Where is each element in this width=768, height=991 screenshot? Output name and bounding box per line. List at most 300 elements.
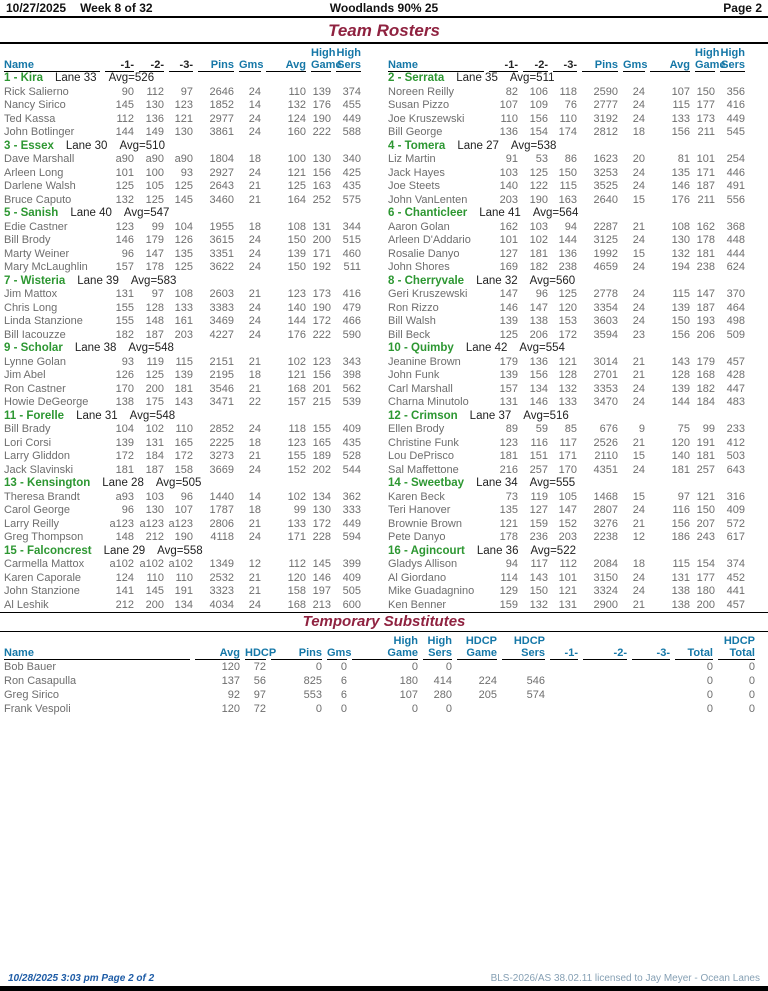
- player-stat: 2643: [209, 180, 234, 192]
- team-block: [0, 477, 384, 545]
- player-stat: 441: [726, 585, 745, 597]
- footer-timestamp: 10/28/2025 3:03 pm Page 2 of 2: [8, 973, 155, 984]
- player-stat: 2225: [209, 436, 234, 449]
- substitute-stat: [627, 688, 670, 702]
- player-stat: 1955: [209, 220, 234, 233]
- player-stat: 97: [677, 490, 690, 503]
- col-header-hdcp: HDCP: [245, 647, 277, 659]
- player-stat: 110: [146, 571, 164, 584]
- player-stat: 133: [558, 396, 577, 408]
- player-name: Jack Hayes: [388, 166, 445, 179]
- player-stat: 150: [287, 234, 306, 246]
- player-stat: 18: [248, 504, 261, 516]
- player-stat: 131: [671, 571, 690, 584]
- team-block: [0, 207, 384, 275]
- substitute-stat: 0: [748, 675, 755, 687]
- player-stat: 181: [696, 450, 715, 462]
- team-lane: Lane 37: [469, 409, 512, 422]
- player-stat: 165: [174, 436, 193, 449]
- player-stat: 144: [287, 315, 306, 327]
- player-name: Howie DeGeorge: [4, 396, 89, 408]
- player-stat: 151: [529, 450, 548, 462]
- player-stat: 93: [121, 355, 134, 368]
- player-stat: 110: [559, 112, 577, 125]
- player-stat: 2110: [594, 450, 618, 462]
- player-stat: 145: [312, 558, 331, 570]
- player-stat: a90: [115, 153, 134, 165]
- player-stat: a90: [145, 153, 164, 165]
- substitute-stat: 97: [253, 689, 266, 701]
- player-row: [0, 450, 384, 464]
- player-stat: 416: [726, 99, 745, 111]
- substitute-stat: 0: [706, 703, 713, 715]
- team-avg: Avg=538: [510, 139, 557, 152]
- team-avg: Avg=555: [529, 477, 576, 489]
- team-avg: Avg=548: [128, 342, 174, 354]
- player-name: John VanLenten: [388, 193, 468, 206]
- team-title: 3 - Essex: [4, 139, 54, 152]
- player-name: John Shores: [388, 261, 450, 273]
- player-name: Arleen D'Addario: [388, 234, 471, 246]
- team-header: [0, 342, 384, 356]
- player-name: Lynne Golan: [4, 355, 66, 368]
- player-stat: 2590: [593, 85, 618, 98]
- player-stat: 163: [312, 180, 331, 192]
- player-stat: 24: [248, 166, 261, 179]
- player-name: Jim Mattox: [4, 288, 58, 300]
- player-stat: 177: [696, 571, 715, 584]
- col-header-high-sers: High Sers: [423, 635, 452, 660]
- player-stat: 3615: [209, 234, 234, 246]
- player-stat: 143: [671, 355, 690, 368]
- player-stat: a123: [139, 517, 164, 530]
- player-stat: 200: [145, 382, 164, 395]
- player-stat: 460: [342, 247, 361, 260]
- player-stat: 3594: [593, 328, 618, 341]
- player-row: [384, 531, 768, 545]
- player-stat: 24: [632, 261, 645, 273]
- player-stat: 107: [671, 85, 690, 98]
- player-stat: 374: [726, 558, 745, 570]
- player-stat: 133: [287, 517, 306, 530]
- team-header: [0, 410, 384, 424]
- team-title: 4 - Tomera: [388, 139, 446, 152]
- player-stat: 181: [174, 382, 193, 395]
- player-stat: 123: [115, 220, 134, 233]
- player-stat: 511: [343, 261, 361, 273]
- player-stat: 24: [632, 463, 645, 476]
- player-stat: 238: [558, 261, 577, 273]
- player-row: [384, 369, 768, 383]
- player-stat: 146: [499, 301, 518, 314]
- player-stat: 243: [696, 531, 715, 543]
- player-stat: 187: [696, 301, 715, 314]
- player-stat: 21: [248, 355, 261, 368]
- player-stat: 139: [499, 315, 518, 327]
- substitute-row: [0, 660, 768, 674]
- player-stat: 3546: [209, 382, 234, 395]
- substitute-stat: 120: [221, 703, 240, 715]
- player-stat: 136: [145, 112, 164, 125]
- player-stat: 399: [342, 558, 361, 570]
- team-block: [384, 140, 768, 208]
- player-stat: 1787: [209, 504, 234, 516]
- team-header: [384, 342, 768, 356]
- team-block: [384, 410, 768, 478]
- player-stat: 126: [115, 369, 134, 381]
- substitute-stat: 546: [526, 675, 545, 687]
- player-stat: 200: [696, 598, 715, 611]
- substitute-stat: 0: [411, 703, 418, 715]
- player-stat: 153: [558, 315, 577, 327]
- player-stat: 168: [287, 382, 306, 395]
- player-stat: 203: [558, 531, 577, 543]
- player-stat: 200: [312, 234, 331, 246]
- player-stat: 121: [558, 585, 577, 597]
- player-stat: 4118: [210, 531, 234, 543]
- player-stat: 181: [115, 463, 134, 476]
- player-row: [384, 356, 768, 370]
- player-name: Lori Corsi: [4, 436, 52, 449]
- player-stat: 254: [726, 153, 745, 165]
- player-stat: 503: [726, 450, 745, 462]
- player-stat: 191: [696, 436, 715, 449]
- player-stat: 130: [312, 504, 331, 516]
- player-stat: 409: [342, 423, 361, 435]
- player-stat: 176: [312, 99, 331, 111]
- substitute-stat: 553: [303, 689, 322, 701]
- substitute-stat: 224: [478, 675, 497, 687]
- player-stat: 157: [287, 396, 306, 408]
- player-stat: 147: [529, 301, 548, 314]
- report-header: [0, 0, 768, 18]
- player-name: Brownie Brown: [388, 517, 462, 530]
- player-stat: 21: [248, 571, 261, 584]
- player-stat: 3014: [593, 355, 618, 368]
- player-stat: 2287: [593, 220, 618, 233]
- col-header-3: -3-: [632, 647, 670, 660]
- player-stat: 428: [726, 369, 745, 381]
- player-stat: 15: [632, 247, 645, 260]
- player-stat: 105: [145, 180, 164, 192]
- player-row: [384, 113, 768, 127]
- player-stat: 238: [696, 261, 715, 273]
- player-stat: a93: [115, 490, 134, 503]
- player-stat: a123: [168, 517, 193, 530]
- player-name: Teri Hanover: [388, 504, 451, 516]
- player-row: [384, 248, 768, 262]
- player-stat: 139: [499, 369, 518, 381]
- substitute-name: Greg Sirico: [4, 689, 60, 701]
- player-name: Gladys Allison: [388, 558, 458, 570]
- player-row: [384, 221, 768, 235]
- player-stat: 24: [632, 166, 645, 179]
- team-lane: Lane 30: [65, 139, 108, 152]
- player-row: [0, 504, 384, 518]
- player-stat: 89: [505, 423, 518, 435]
- team-lane: Lane 40: [70, 207, 112, 219]
- player-stat: 416: [342, 288, 361, 300]
- player-stat: 132: [558, 382, 577, 395]
- player-stat: 144: [115, 126, 134, 138]
- player-stat: 24: [632, 382, 645, 395]
- substitute-stat: 137: [221, 675, 240, 687]
- team-block: [384, 275, 768, 343]
- player-stat: 179: [696, 355, 715, 368]
- player-stat: 216: [499, 463, 518, 476]
- player-stat: 160: [287, 126, 306, 138]
- player-stat: 181: [499, 450, 518, 462]
- player-stat: 125: [558, 288, 577, 300]
- player-stat: a102: [139, 558, 164, 570]
- player-stat: 148: [115, 531, 134, 543]
- player-stat: 24: [632, 571, 645, 584]
- player-stat: 145: [115, 99, 134, 111]
- team-avg: Avg=554: [519, 342, 565, 354]
- player-stat: 162: [696, 220, 715, 233]
- team-block: [0, 275, 384, 343]
- player-row: [0, 437, 384, 451]
- player-stat: 1804: [209, 153, 234, 165]
- player-row: [384, 572, 768, 586]
- player-stat: 156: [312, 166, 331, 179]
- player-stat: 344: [342, 220, 361, 233]
- player-stat: 130: [671, 234, 690, 246]
- player-row: [384, 234, 768, 248]
- subs-title: Temporary Substitutes: [0, 612, 768, 632]
- player-stat: 24: [248, 126, 261, 138]
- player-stat: 24: [632, 504, 645, 516]
- player-stat: 117: [530, 558, 548, 570]
- player-stat: 447: [726, 382, 745, 395]
- player-stat: 168: [287, 598, 306, 611]
- player-stat: 120: [287, 571, 306, 584]
- player-stat: 102: [145, 423, 164, 435]
- player-row: [0, 396, 384, 410]
- player-row: [0, 234, 384, 248]
- player-row: [384, 315, 768, 329]
- player-stat: 138: [671, 585, 690, 597]
- player-row: [0, 315, 384, 329]
- substitute-stat: 107: [399, 689, 418, 701]
- player-stat: 556: [726, 193, 745, 206]
- substitute-stat: 0: [411, 661, 418, 673]
- player-row: [0, 329, 384, 343]
- team-lane: Lane 36: [476, 544, 519, 557]
- player-stat: 187: [145, 463, 164, 476]
- substitute-stat: 0: [748, 703, 755, 715]
- player-stat: 22: [248, 396, 261, 408]
- player-stat: 21: [248, 585, 261, 597]
- player-stat: 409: [726, 504, 745, 516]
- col-header-3: -3-: [553, 59, 577, 72]
- player-stat: 126: [174, 234, 193, 246]
- col-header-hdcp-sers: HDCP Sers: [502, 635, 545, 660]
- roster-section: [0, 44, 768, 612]
- substitute-stat: 0: [748, 661, 755, 673]
- player-stat: 154: [529, 126, 548, 138]
- player-stat: 85: [564, 423, 577, 435]
- player-row: [0, 180, 384, 194]
- player-row: [0, 518, 384, 532]
- col-header-avg: Avg: [650, 59, 690, 72]
- player-stat: 24: [248, 261, 261, 273]
- player-stat: 12: [632, 531, 645, 543]
- player-stat: 192: [312, 261, 331, 273]
- player-stat: 184: [696, 396, 715, 408]
- player-row: [384, 302, 768, 316]
- header-page: Page 2: [723, 1, 762, 15]
- player-stat: 2532: [209, 571, 234, 584]
- player-stat: 206: [529, 328, 548, 341]
- player-stat: 528: [342, 450, 361, 462]
- player-name: Joe Kruszewski: [388, 112, 465, 125]
- player-stat: 179: [499, 355, 518, 368]
- col-header-pins: Pins: [582, 59, 618, 72]
- player-stat: 163: [558, 193, 577, 206]
- substitute-stat: [627, 660, 670, 674]
- player-stat: 101: [499, 234, 518, 246]
- player-name: Larry Gliddon: [4, 450, 71, 462]
- player-stat: 15: [632, 490, 645, 503]
- team-title: 12 - Crimson: [388, 409, 458, 422]
- player-stat: 203: [174, 328, 193, 341]
- player-stat: 176: [287, 328, 306, 341]
- player-stat: 4659: [593, 261, 618, 273]
- player-row: [0, 302, 384, 316]
- player-stat: 24: [632, 288, 645, 300]
- substitute-stat: [627, 674, 670, 688]
- player-stat: 455: [342, 99, 361, 111]
- player-stat: 145: [174, 193, 193, 206]
- player-name: Al Leshik: [4, 598, 49, 611]
- col-header-2: -2-: [523, 59, 548, 72]
- player-stat: 123: [174, 99, 193, 111]
- player-stat: 135: [174, 247, 193, 260]
- player-row: [384, 558, 768, 572]
- player-stat: 171: [558, 450, 577, 462]
- player-stat: 101: [696, 153, 715, 165]
- player-stat: 24: [632, 301, 645, 314]
- player-stat: 133: [671, 112, 690, 125]
- player-stat: 116: [672, 504, 690, 516]
- player-stat: 21: [632, 220, 645, 233]
- player-name: Jack Slavinski: [4, 463, 74, 476]
- player-stat: 112: [146, 85, 164, 98]
- player-stat: 398: [342, 369, 361, 381]
- player-stat: 132: [529, 598, 548, 611]
- player-stat: 159: [499, 598, 518, 611]
- team-block: [0, 342, 384, 410]
- col-header-1: -1-: [550, 647, 578, 660]
- player-name: Charna Minutolo: [388, 396, 469, 408]
- player-row: [384, 194, 768, 208]
- player-stat: 505: [342, 585, 361, 597]
- player-stat: 509: [726, 328, 745, 341]
- player-stat: 3471: [209, 396, 234, 408]
- substitute-name: Ron Casapulla: [4, 675, 77, 687]
- substitute-row: [0, 702, 768, 716]
- player-stat: 146: [671, 180, 690, 192]
- player-stat: 140: [499, 180, 518, 192]
- player-stat: 103: [145, 490, 164, 503]
- player-stat: 110: [175, 423, 193, 435]
- player-row: [384, 396, 768, 410]
- player-stat: 131: [145, 436, 164, 449]
- player-name: Greg Thompson: [4, 531, 84, 543]
- team-header: [384, 477, 768, 491]
- player-stat: 150: [696, 504, 715, 516]
- player-stat: 24: [248, 463, 261, 476]
- player-stat: 4227: [209, 328, 234, 341]
- player-stat: 203: [499, 193, 518, 206]
- team-lane: Lane 32: [476, 274, 518, 287]
- player-stat: 125: [529, 166, 548, 179]
- player-name: Carol George: [4, 504, 71, 516]
- player-stat: 190: [312, 112, 331, 125]
- player-stat: 479: [342, 301, 361, 314]
- player-stat: 150: [287, 261, 306, 273]
- team-lane: Lane 33: [55, 72, 97, 84]
- roster-header: [384, 44, 768, 72]
- player-name: Bill Iacouzze: [4, 328, 66, 341]
- player-row: [384, 518, 768, 532]
- player-stat: 374: [342, 85, 361, 98]
- player-stat: 143: [529, 571, 548, 584]
- player-stat: 125: [174, 180, 193, 192]
- player-stat: 545: [726, 126, 745, 138]
- player-row: [384, 450, 768, 464]
- player-stat: 182: [115, 328, 134, 341]
- bottom-edge: [0, 986, 768, 991]
- player-row: [0, 599, 384, 613]
- player-stat: 124: [287, 112, 306, 125]
- player-stat: 617: [726, 531, 745, 543]
- player-stat: 108: [671, 220, 690, 233]
- substitute-stat: 205: [478, 689, 497, 701]
- player-row: [384, 288, 768, 302]
- player-name: Ellen Brody: [388, 423, 445, 435]
- player-name: Pete Danyo: [388, 531, 446, 543]
- player-stat: 190: [312, 301, 331, 314]
- player-stat: 108: [174, 288, 193, 300]
- substitute-stat: [578, 660, 627, 674]
- player-stat: 159: [529, 517, 548, 530]
- team-block: [0, 140, 384, 208]
- team-lane: Lane 28: [102, 477, 144, 489]
- player-stat: 1992: [593, 247, 618, 260]
- player-stat: 131: [312, 220, 331, 233]
- player-stat: 24: [248, 531, 261, 543]
- player-name: Lou DePrisco: [388, 450, 455, 462]
- col-header-gms: Gms: [239, 59, 264, 71]
- col-header-high-game: High Game: [695, 47, 726, 71]
- header-left: [6, 1, 258, 15]
- team-avg: Avg=558: [157, 544, 203, 557]
- player-stat: 129: [499, 585, 518, 597]
- player-stat: 21: [248, 180, 261, 192]
- team-header: [384, 410, 768, 424]
- player-stat: 21: [632, 517, 645, 530]
- player-stat: 152: [558, 517, 577, 530]
- player-stat: 207: [696, 517, 715, 530]
- subs-body: [0, 660, 768, 716]
- substitute-stat: 0: [748, 689, 755, 701]
- player-stat: 1440: [209, 490, 234, 503]
- player-stat: 190: [174, 531, 193, 543]
- player-stat: 3383: [209, 301, 234, 314]
- substitute-name: Frank Vespoli: [4, 703, 71, 715]
